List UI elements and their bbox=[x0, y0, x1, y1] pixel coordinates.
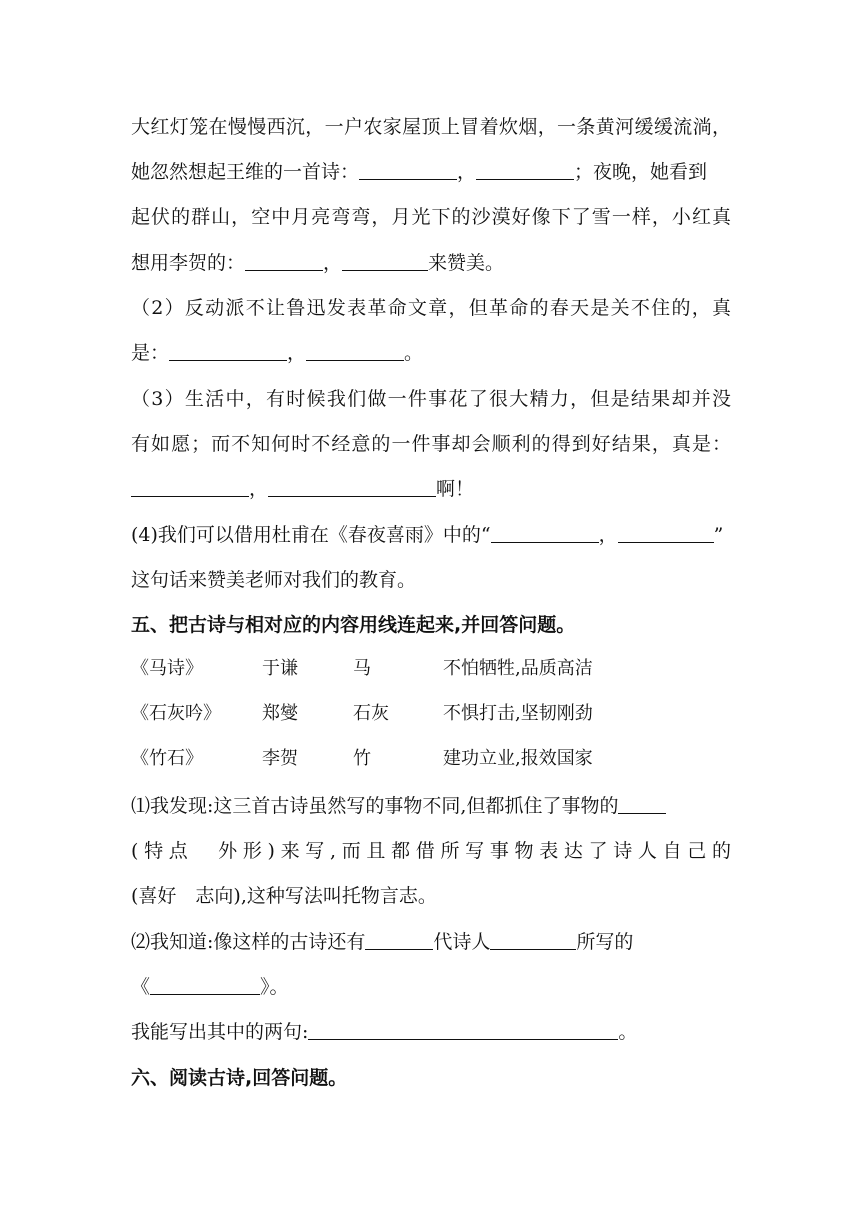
text-span: 。 bbox=[618, 1021, 638, 1043]
text-span: 代诗人 bbox=[433, 931, 491, 953]
text-line bbox=[131, 973, 731, 1001]
text-span: ⑴我发现:这三首古诗虽然写的事物不同,但都抓住了事物的 bbox=[131, 795, 619, 817]
text-span: 我能写出其中的两句: bbox=[131, 1021, 309, 1043]
poem-object[interactable]: 竹 bbox=[353, 748, 371, 769]
text-line bbox=[131, 521, 731, 549]
fill-blank[interactable] bbox=[306, 342, 404, 361]
text-span: ， bbox=[323, 252, 343, 274]
poem-title[interactable]: 《马诗》 bbox=[131, 658, 203, 679]
poet-name[interactable]: 于谦 bbox=[262, 658, 298, 679]
poem-meaning[interactable]: 建功立业,报效国家 bbox=[443, 748, 593, 769]
text-line bbox=[131, 158, 731, 186]
fill-blank[interactable] bbox=[342, 252, 428, 271]
text-span: 》。 bbox=[260, 976, 289, 998]
text-line: (特点 外形)来写,而且都借所写事物表达了诗人自己的 bbox=[131, 840, 731, 862]
text-span: 是： bbox=[131, 342, 170, 364]
fill-blank[interactable] bbox=[150, 976, 260, 995]
poet-name[interactable]: 郑燮 bbox=[262, 703, 298, 724]
text-line bbox=[131, 928, 731, 956]
text-span: ， bbox=[287, 342, 307, 364]
text-line: (喜好 志向),这种写法叫托物言志。 bbox=[131, 885, 437, 907]
fill-blank[interactable] bbox=[490, 931, 576, 950]
text-line bbox=[131, 475, 731, 503]
text-line bbox=[131, 792, 731, 820]
text-span: 她忽然想起王维的一首诗： bbox=[131, 161, 360, 183]
poem-object[interactable]: 马 bbox=[353, 658, 371, 679]
fill-blank[interactable] bbox=[618, 524, 714, 543]
text-span: ；夜晚，她看到 bbox=[574, 161, 708, 183]
fill-blank[interactable] bbox=[268, 478, 436, 497]
fill-blank[interactable] bbox=[131, 478, 249, 497]
fill-blank[interactable] bbox=[491, 524, 599, 543]
fill-blank[interactable] bbox=[359, 161, 457, 180]
poem-title[interactable]: 《石灰吟》 bbox=[131, 703, 221, 724]
fill-blank[interactable] bbox=[618, 795, 666, 814]
fill-blank[interactable] bbox=[308, 1021, 618, 1040]
text-line: （2）反动派不让鲁迅发表革命文章，但革命的春天是关不住的，真 bbox=[131, 297, 731, 319]
poem-title[interactable]: 《竹石》 bbox=[131, 748, 203, 769]
text-line: 有如愿；而不知何时不经意的一件事却会顺利的得到好结果，真是： bbox=[131, 433, 731, 455]
text-span: ， bbox=[598, 524, 618, 546]
poem-meaning[interactable]: 不怕牺牲,品质高洁 bbox=[443, 658, 593, 679]
text-span: ⑵我知道:像这样的古诗还有 bbox=[131, 931, 366, 953]
text-span: 啊！ bbox=[436, 478, 475, 500]
text-span: ， bbox=[249, 478, 269, 500]
poem-object[interactable]: 石灰 bbox=[353, 703, 389, 724]
text-span: 所写的 bbox=[576, 931, 634, 953]
fill-blank[interactable] bbox=[365, 931, 433, 950]
text-line bbox=[131, 249, 731, 277]
fill-blank[interactable] bbox=[169, 342, 287, 361]
text-span: (4)我们可以借用杜甫在《春夜喜雨》中的“ bbox=[131, 524, 491, 546]
section-heading: 六、阅读古诗,回答问题。 bbox=[131, 1067, 348, 1089]
fill-blank[interactable] bbox=[245, 252, 323, 271]
text-line: （3）生活中，有时候我们做一件事花了很大精力，但是结果却并没 bbox=[131, 388, 731, 410]
poet-name[interactable]: 李贺 bbox=[262, 748, 298, 769]
text-line: 这句话来赞美老师对我们的教育。 bbox=[131, 569, 417, 591]
text-line: 起伏的群山，空中月亮弯弯，月光下的沙漠好像下了雪一样，小红真 bbox=[131, 206, 731, 228]
text-span: 。 bbox=[404, 342, 424, 364]
text-span: 想用李贺的： bbox=[131, 252, 246, 274]
text-span: 来赞美。 bbox=[428, 252, 505, 274]
text-line: 大红灯笼在慢慢西沉，一户农家屋顶上冒着炊烟，一条黄河缓缓流淌， bbox=[131, 116, 731, 138]
text-line bbox=[131, 1018, 731, 1046]
text-span: 《 bbox=[131, 976, 151, 998]
poem-meaning[interactable]: 不惧打击,坚韧刚劲 bbox=[443, 703, 593, 724]
text-span: ， bbox=[457, 161, 477, 183]
section-heading: 五、把古诗与相对应的内容用线连起来,并回答问题。 bbox=[131, 614, 576, 636]
text-line bbox=[131, 339, 731, 367]
text-span: ” bbox=[713, 524, 724, 546]
fill-blank[interactable] bbox=[476, 161, 574, 180]
